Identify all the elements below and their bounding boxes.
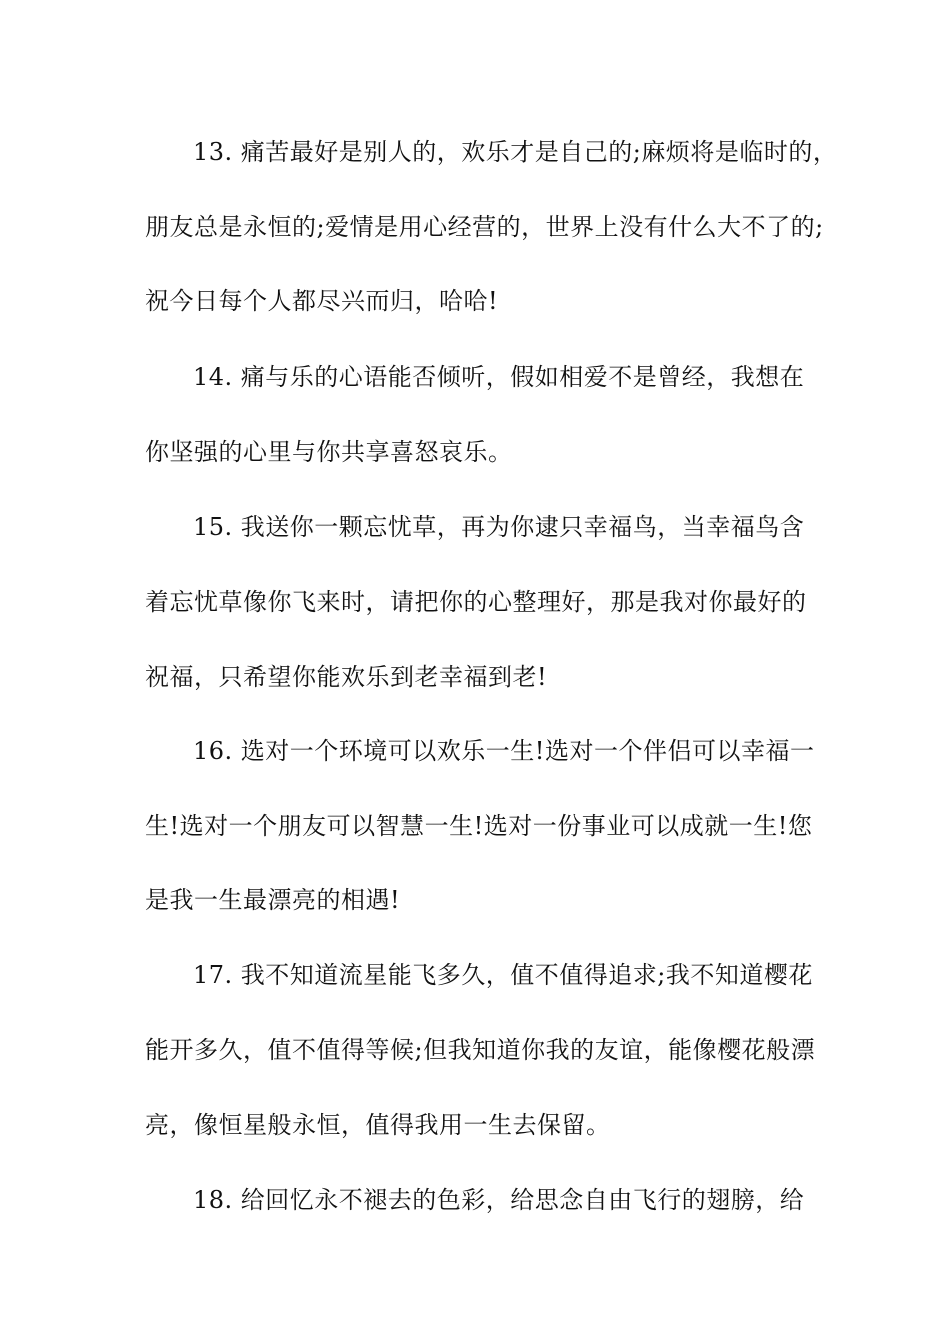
paragraph-15-line-1: 15. 我送你一颗忘忧草，再为你逮只幸福鸟，当幸福鸟含: [193, 513, 805, 541]
paragraph-17-line-3: 亮，像恒星般永恒，值得我用一生去保留。: [145, 1111, 611, 1139]
paragraph-14-line-1: 14. 痛与乐的心语能否倾听，假如相爱不是曾经，我想在: [193, 363, 805, 391]
paragraph-17-line-2: 能开多久，值不值得等候;但我知道你我的友谊，能像樱花般漂: [145, 1036, 816, 1064]
paragraph-13-line-3: 祝今日每个人都尽兴而归，哈哈!: [145, 287, 499, 315]
paragraph-15-line-3: 祝福，只希望你能欢乐到老幸福到老!: [145, 663, 548, 691]
paragraph-13-line-1: 13. 痛苦最好是别人的，欢乐才是自己的;麻烦将是临时的，: [193, 138, 838, 166]
paragraph-16-line-1: 16. 选对一个环境可以欢乐一生!选对一个伴侣可以幸福一: [193, 737, 815, 765]
paragraph-18-line-1: 18. 给回忆永不褪去的色彩，给思念自由飞行的翅膀，给: [193, 1186, 805, 1214]
paragraph-17-line-1: 17. 我不知道流星能飞多久，值不值得追求;我不知道樱花: [193, 961, 813, 989]
paragraph-14-line-2: 你坚强的心里与你共享喜怒哀乐。: [145, 438, 513, 466]
paragraph-13-line-2: 朋友总是永恒的;爱情是用心经营的，世界上没有什么大不了的;: [145, 213, 824, 241]
paragraph-16-line-2: 生!选对一个朋友可以智慧一生!选对一份事业可以成就一生!您: [145, 812, 813, 840]
paragraph-16-line-3: 是我一生最漂亮的相遇!: [145, 886, 401, 914]
paragraph-15-line-2: 着忘忧草像你飞来时，请把你的心整理好，那是我对你最好的: [145, 588, 807, 616]
